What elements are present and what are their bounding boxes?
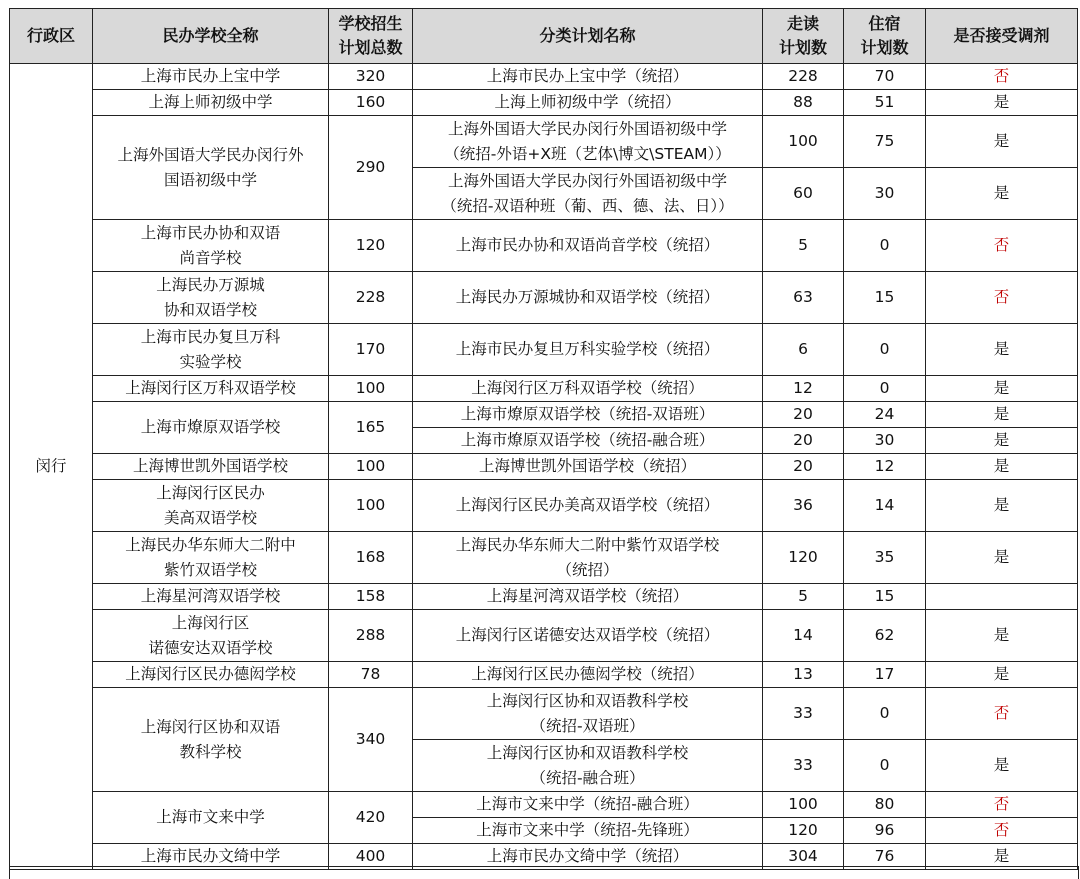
total-plan-cell: 168 — [329, 532, 413, 584]
total-plan-cell: 100 — [329, 454, 413, 480]
header-district: 行政区 — [10, 9, 93, 64]
plan-name-cell: 上海闵行区民办美高双语学校（统招） — [413, 480, 763, 532]
school-name-cell: 上海星河湾双语学校 — [93, 584, 329, 610]
table-footer-border — [9, 866, 1079, 879]
school-name-cell: 上海闵行区协和双语 教科学校 — [93, 688, 329, 792]
plan-name-cell: 上海市燎原双语学校（统招-双语班） — [413, 402, 763, 428]
accept-adjustment-cell: 是 — [926, 740, 1078, 792]
day-plan-cell: 33 — [763, 740, 844, 792]
plan-name-cell: 上海市民办上宝中学（统招） — [413, 64, 763, 90]
header-day-plan: 走读 计划数 — [763, 9, 844, 64]
total-plan-cell: 165 — [329, 402, 413, 454]
total-plan-cell: 320 — [329, 64, 413, 90]
table-row — [10, 116, 1078, 168]
boarding-plan-cell: 12 — [844, 454, 926, 480]
enrollment-plan-table — [9, 8, 1078, 870]
boarding-plan-cell: 0 — [844, 376, 926, 402]
total-plan-cell: 420 — [329, 792, 413, 844]
table-row — [10, 454, 1078, 480]
day-plan-cell: 100 — [763, 792, 844, 818]
school-name-cell: 上海市民办上宝中学 — [93, 64, 329, 90]
day-plan-cell: 60 — [763, 168, 844, 220]
plan-name-cell: 上海外国语大学民办闵行外国语初级中学 （统招-双语种班（葡、西、德、法、日）） — [413, 168, 763, 220]
table-row — [10, 662, 1078, 688]
total-plan-cell: 170 — [329, 324, 413, 376]
total-plan-cell: 158 — [329, 584, 413, 610]
table-row — [10, 376, 1078, 402]
table-row — [10, 402, 1078, 428]
header-boarding-plan: 住宿 计划数 — [844, 9, 926, 64]
boarding-plan-cell: 80 — [844, 792, 926, 818]
accept-adjustment-cell: 是 — [926, 480, 1078, 532]
school-name-cell: 上海民办华东师大二附中 紫竹双语学校 — [93, 532, 329, 584]
total-plan-cell: 160 — [329, 90, 413, 116]
day-plan-cell: 88 — [763, 90, 844, 116]
accept-adjustment-cell: 是 — [926, 844, 1078, 870]
boarding-plan-cell: 17 — [844, 662, 926, 688]
day-plan-cell: 14 — [763, 610, 844, 662]
boarding-plan-cell: 30 — [844, 428, 926, 454]
total-plan-cell: 228 — [329, 272, 413, 324]
plan-name-cell: 上海市民办协和双语尚音学校（统招） — [413, 220, 763, 272]
table-row — [10, 90, 1078, 116]
day-plan-cell: 5 — [763, 584, 844, 610]
table-row — [10, 584, 1078, 610]
boarding-plan-cell: 14 — [844, 480, 926, 532]
accept-adjustment-cell — [926, 584, 1078, 610]
day-plan-cell: 5 — [763, 220, 844, 272]
table-row — [10, 532, 1078, 584]
accept-adjustment-cell: 否 — [926, 272, 1078, 324]
header-school-name: 民办学校全称 — [93, 9, 329, 64]
plan-name-cell: 上海星河湾双语学校（统招） — [413, 584, 763, 610]
school-name-cell: 上海市文来中学 — [93, 792, 329, 844]
plan-name-cell: 上海上师初级中学（统招） — [413, 90, 763, 116]
accept-adjustment-cell: 是 — [926, 454, 1078, 480]
day-plan-cell: 228 — [763, 64, 844, 90]
total-plan-cell: 100 — [329, 480, 413, 532]
accept-adjustment-cell: 是 — [926, 376, 1078, 402]
total-plan-cell: 120 — [329, 220, 413, 272]
district-cell: 闵行 — [10, 64, 93, 870]
school-name-cell: 上海市民办协和双语 尚音学校 — [93, 220, 329, 272]
plan-name-cell: 上海闵行区万科双语学校（统招） — [413, 376, 763, 402]
day-plan-cell: 20 — [763, 402, 844, 428]
accept-adjustment-cell: 是 — [926, 324, 1078, 376]
school-name-cell: 上海博世凯外国语学校 — [93, 454, 329, 480]
table-row — [10, 480, 1078, 532]
total-plan-cell: 290 — [329, 116, 413, 220]
table-row — [10, 220, 1078, 272]
boarding-plan-cell: 0 — [844, 324, 926, 376]
plan-name-cell: 上海市民办文绮中学（统招） — [413, 844, 763, 870]
boarding-plan-cell: 35 — [844, 532, 926, 584]
boarding-plan-cell: 15 — [844, 272, 926, 324]
header-accept-adjustment: 是否接受调剂 — [926, 9, 1078, 64]
accept-adjustment-cell: 是 — [926, 662, 1078, 688]
plan-name-cell: 上海市燎原双语学校（统招-融合班） — [413, 428, 763, 454]
school-name-cell: 上海闵行区民办德闳学校 — [93, 662, 329, 688]
day-plan-cell: 20 — [763, 454, 844, 480]
school-name-cell: 上海外国语大学民办闵行外 国语初级中学 — [93, 116, 329, 220]
school-name-cell: 上海市民办复旦万科 实验学校 — [93, 324, 329, 376]
accept-adjustment-cell: 是 — [926, 90, 1078, 116]
school-name-cell: 上海市民办文绮中学 — [93, 844, 329, 870]
table-row — [10, 272, 1078, 324]
total-plan-cell: 340 — [329, 688, 413, 792]
day-plan-cell: 120 — [763, 532, 844, 584]
plan-name-cell: 上海博世凯外国语学校（统招） — [413, 454, 763, 480]
day-plan-cell: 304 — [763, 844, 844, 870]
total-plan-cell: 100 — [329, 376, 413, 402]
accept-adjustment-cell: 是 — [926, 116, 1078, 168]
boarding-plan-cell: 75 — [844, 116, 926, 168]
plan-name-cell: 上海民办华东师大二附中紫竹双语学校 （统招） — [413, 532, 763, 584]
total-plan-cell: 288 — [329, 610, 413, 662]
school-name-cell: 上海上师初级中学 — [93, 90, 329, 116]
plan-name-cell: 上海市文来中学（统招-先锋班） — [413, 818, 763, 844]
table-row — [10, 64, 1078, 90]
accept-adjustment-cell: 否 — [926, 220, 1078, 272]
plan-name-cell: 上海民办万源城协和双语学校（统招） — [413, 272, 763, 324]
plan-name-cell: 上海闵行区民办德闳学校（统招） — [413, 662, 763, 688]
boarding-plan-cell: 15 — [844, 584, 926, 610]
boarding-plan-cell: 62 — [844, 610, 926, 662]
plan-name-cell: 上海闵行区诺德安达双语学校（统招） — [413, 610, 763, 662]
accept-adjustment-cell: 是 — [926, 610, 1078, 662]
table-row — [10, 688, 1078, 740]
accept-adjustment-cell: 否 — [926, 64, 1078, 90]
school-name-cell: 上海民办万源城 协和双语学校 — [93, 272, 329, 324]
accept-adjustment-cell: 否 — [926, 792, 1078, 818]
day-plan-cell: 20 — [763, 428, 844, 454]
boarding-plan-cell: 96 — [844, 818, 926, 844]
day-plan-cell: 6 — [763, 324, 844, 376]
header-row — [10, 9, 1078, 64]
day-plan-cell: 13 — [763, 662, 844, 688]
table-row — [10, 324, 1078, 376]
plan-name-cell: 上海闵行区协和双语教科学校 （统招-双语班） — [413, 688, 763, 740]
total-plan-cell: 78 — [329, 662, 413, 688]
school-name-cell: 上海闵行区 诺德安达双语学校 — [93, 610, 329, 662]
accept-adjustment-cell: 是 — [926, 168, 1078, 220]
day-plan-cell: 33 — [763, 688, 844, 740]
boarding-plan-cell: 76 — [844, 844, 926, 870]
school-name-cell: 上海闵行区万科双语学校 — [93, 376, 329, 402]
boarding-plan-cell: 30 — [844, 168, 926, 220]
plan-name-cell: 上海市文来中学（统招-融合班） — [413, 792, 763, 818]
day-plan-cell: 36 — [763, 480, 844, 532]
boarding-plan-cell: 70 — [844, 64, 926, 90]
day-plan-cell: 12 — [763, 376, 844, 402]
plan-name-cell: 上海闵行区协和双语教科学校 （统招-融合班） — [413, 740, 763, 792]
plan-name-cell: 上海外国语大学民办闵行外国语初级中学 （统招-外语+X班（艺体\博文\STEAM）） — [413, 116, 763, 168]
accept-adjustment-cell: 否 — [926, 818, 1078, 844]
table-row — [10, 610, 1078, 662]
boarding-plan-cell: 0 — [844, 740, 926, 792]
day-plan-cell: 120 — [763, 818, 844, 844]
table-row — [10, 792, 1078, 818]
header-total-plan: 学校招生 计划总数 — [329, 9, 413, 64]
total-plan-cell: 400 — [329, 844, 413, 870]
boarding-plan-cell: 0 — [844, 220, 926, 272]
plan-name-cell: 上海市民办复旦万科实验学校（统招） — [413, 324, 763, 376]
day-plan-cell: 100 — [763, 116, 844, 168]
boarding-plan-cell: 24 — [844, 402, 926, 428]
boarding-plan-cell: 0 — [844, 688, 926, 740]
header-plan-name: 分类计划名称 — [413, 9, 763, 64]
accept-adjustment-cell: 是 — [926, 428, 1078, 454]
accept-adjustment-cell: 否 — [926, 688, 1078, 740]
day-plan-cell: 63 — [763, 272, 844, 324]
boarding-plan-cell: 51 — [844, 90, 926, 116]
accept-adjustment-cell: 是 — [926, 402, 1078, 428]
school-name-cell: 上海闵行区民办 美高双语学校 — [93, 480, 329, 532]
accept-adjustment-cell: 是 — [926, 532, 1078, 584]
school-name-cell: 上海市燎原双语学校 — [93, 402, 329, 454]
